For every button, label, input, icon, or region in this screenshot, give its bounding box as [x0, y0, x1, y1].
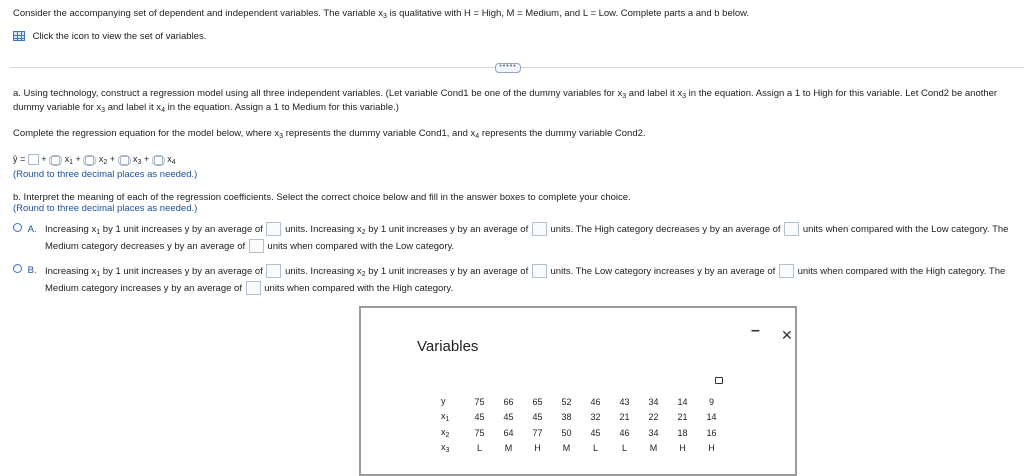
option-a-high-input[interactable] — [784, 222, 799, 236]
table-cell: H — [679, 443, 686, 454]
table-cell: H — [708, 443, 715, 454]
table-cell: 32 — [590, 412, 601, 423]
part-a-description-2: dummy variable for $x_3$ and label it $x_4$ in the equation. Assign a 1 to Medium for this variable.) — [13, 102, 399, 114]
dialog-title: Variables — [417, 338, 479, 355]
coef-x4-group — [152, 155, 165, 166]
option-b-x2-input[interactable] — [532, 264, 547, 278]
option-b-medium-input[interactable] — [246, 281, 261, 295]
table-row — [433, 425, 726, 441]
option-b-low-input[interactable] — [779, 264, 794, 278]
coef-x3-input[interactable] — [120, 156, 129, 165]
part-a-round-note: (Round to three decimal places as needed.) — [13, 169, 198, 180]
table-cell: 45 — [590, 427, 601, 438]
coef-x3-group — [118, 155, 131, 166]
radio-b[interactable] — [13, 264, 22, 273]
coef-x4-input[interactable] — [154, 156, 163, 165]
option-a-x2-input[interactable] — [532, 222, 547, 236]
part-b-header: b. Interpret the meaning of each of the regression coefficients. Select the correct choice below and fill in the answer boxes to complete your choice. — [13, 192, 631, 203]
table-row — [433, 410, 726, 426]
coef-x1-group — [49, 155, 62, 166]
table-cell: 43 — [619, 396, 630, 407]
y-hat-label: ŷ = — [13, 154, 26, 164]
coef-x1-input[interactable] — [51, 156, 60, 165]
copy-icon[interactable] — [715, 377, 723, 384]
table-cell: 45 — [474, 412, 485, 423]
row-label: $x_2$ — [441, 426, 450, 439]
table-cell: 65 — [532, 396, 543, 407]
variables-dialog — [359, 306, 797, 476]
table-cell: 64 — [503, 427, 514, 438]
option-b-line-2: Medium category increases y by an average of units when compared with the High category. — [45, 283, 454, 294]
table-cell: M — [649, 443, 658, 454]
table-row — [433, 441, 726, 457]
table-cell: 21 — [619, 412, 630, 423]
table-row — [433, 394, 726, 410]
table-cell: 9 — [708, 396, 714, 407]
part-a-instruction: Complete the regression equation for the model below, where $x_3$ represents the dummy variable Cond1, and $x_4$ represents the dummy variable Cond2. — [13, 128, 646, 140]
table-cell: 18 — [677, 427, 688, 438]
minimize-icon[interactable]: – — [751, 322, 760, 339]
option-a-medium-input[interactable] — [249, 239, 264, 253]
table-cell: 38 — [561, 412, 572, 423]
table-cell: M — [562, 443, 571, 454]
table-cell: 75 — [474, 396, 485, 407]
table-cell: M — [504, 443, 513, 454]
option-a-line-2: Medium category decreases y by an average of units when compared with the Low category. — [45, 241, 455, 252]
coef-x2-group — [83, 155, 96, 166]
intercept-input[interactable] — [28, 154, 39, 165]
problem-statement: Consider the accompanying set of dependent and independent variables. The variable $x_3$ is qualitative with H = High, M = Medium, and L = Low. Complete parts a and b below. — [13, 8, 750, 20]
coef-x2-input[interactable] — [85, 156, 94, 165]
table-cell: 77 — [532, 427, 543, 438]
variables-table — [433, 394, 726, 456]
table-cell: 14 — [677, 396, 688, 407]
table-cell: 21 — [677, 412, 688, 423]
row-label: y — [441, 395, 446, 406]
table-cell: 50 — [561, 427, 572, 438]
radio-a[interactable] — [13, 223, 22, 232]
option-b-line-1: Increasing $x_1$ by 1 unit increases y by an average of units. Increasing $x_2$ by 1 unit increases y by an average of units. The Low category increases y by an average of units when compared with the High category. The — [45, 266, 1006, 278]
row-label: $x_3$ — [441, 442, 450, 455]
table-icon[interactable] — [13, 31, 25, 41]
table-cell: 52 — [561, 396, 572, 407]
table-cell: 22 — [648, 412, 659, 423]
row-label: $x_1$ — [441, 411, 450, 424]
regression-equation: ŷ = + $x_1 + x_2 + x_3 + x_4$ — [13, 154, 176, 166]
table-cell: L — [592, 443, 598, 454]
table-cell: 45 — [532, 412, 543, 423]
table-cell: 34 — [648, 427, 659, 438]
view-variables-link[interactable]: Click the icon to view the set of variables. — [13, 31, 206, 42]
table-cell: L — [621, 443, 627, 454]
option-a-line-1: Increasing $x_1$ by 1 unit increases y by an average of units. Increasing $x_2$ by 1 unit increases y by an average of units. The High category decreases y by an average of units when compared with the Low category. The — [45, 224, 1009, 236]
part-a-description: a. Using technology, construct a regression model using all three independent variables. (Let variable Cond1 be one of the dummy variables for $x_3$ and label it $x_3$ in the equation. Assign a 1 to High for this variable. Let Cond2 be another — [13, 88, 998, 100]
table-cell: 34 — [648, 396, 659, 407]
table-cell: 14 — [706, 412, 717, 423]
option-a-x1-input[interactable] — [266, 222, 281, 236]
table-cell: 46 — [590, 396, 601, 407]
option-a-radio[interactable]: A. — [13, 223, 37, 235]
close-icon[interactable]: ✕ — [781, 327, 793, 343]
table-cell: 75 — [474, 427, 485, 438]
option-b-x1-input[interactable] — [266, 264, 281, 278]
option-b-radio[interactable]: B. — [13, 264, 37, 276]
table-cell: 66 — [503, 396, 514, 407]
table-cell: 46 — [619, 427, 630, 438]
table-cell: 16 — [706, 427, 717, 438]
table-cell: H — [534, 443, 541, 454]
table-cell: 45 — [503, 412, 514, 423]
part-b-round-note: (Round to three decimal places as needed.) — [13, 203, 198, 214]
table-cell: L — [476, 443, 482, 454]
expand-button[interactable]: ••••• — [495, 63, 521, 73]
